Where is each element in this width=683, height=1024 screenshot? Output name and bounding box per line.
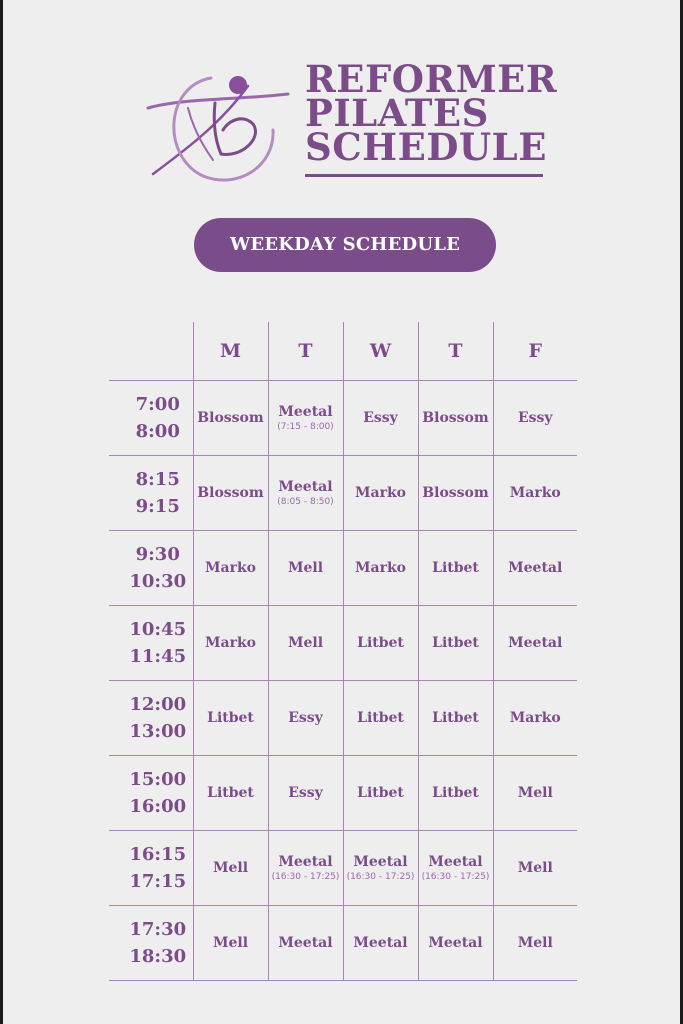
instructor-name: Litbet (207, 710, 254, 726)
class-cell (193, 531, 268, 606)
instructor-name: Mell (517, 860, 553, 876)
class-cell (418, 456, 493, 531)
time-end: 9:15 (135, 496, 180, 517)
instructor-name: Mell (212, 860, 249, 876)
instructor-name: Litbet (432, 635, 479, 651)
class-time-note: (16:30 - 17:25) (346, 872, 415, 882)
weekday-schedule-badge: WEEKDAY SCHEDULE (194, 218, 496, 272)
time-start: 8:15 (135, 469, 180, 490)
table-row (109, 606, 577, 681)
class-cell (268, 606, 343, 681)
instructor-name: Blossom (422, 485, 489, 501)
time-start: 7:00 (135, 394, 180, 415)
instructor-name: Essy (517, 410, 553, 426)
time-start: 17:30 (129, 919, 187, 940)
instructor-name: Essy (363, 410, 398, 426)
time-end: 11:45 (129, 646, 187, 667)
instructor-name: Meetal (278, 854, 333, 870)
instructor-name: Marko (205, 635, 256, 651)
class-cell (493, 531, 577, 606)
time-slot (109, 756, 193, 831)
class-cell (343, 456, 418, 531)
schedule-body (109, 381, 577, 981)
time-start: 12:00 (129, 694, 187, 715)
time-slot (109, 681, 193, 756)
time-slot (109, 906, 193, 981)
class-cell (493, 381, 577, 456)
title-block (305, 57, 558, 177)
day-header-wed: W (343, 322, 418, 381)
class-cell (193, 906, 268, 981)
title-line-2: PILATES (305, 91, 489, 135)
class-cell (193, 756, 268, 831)
class-cell (193, 681, 268, 756)
instructor-name: Meetal (278, 479, 333, 495)
table-row (109, 531, 577, 606)
instructor-name: Blossom (422, 410, 489, 426)
instructor-name: Meetal (428, 935, 483, 951)
class-cell (268, 906, 343, 981)
instructor-name: Litbet (357, 635, 404, 651)
table-row (109, 756, 577, 831)
time-slot (109, 831, 193, 906)
class-cell (418, 681, 493, 756)
time-start: 15:00 (129, 769, 187, 790)
corner-cell (109, 322, 193, 381)
instructor-name: Blossom (197, 410, 264, 426)
class-cell (418, 606, 493, 681)
instructor-name: Mell (517, 785, 553, 801)
class-cell (418, 906, 493, 981)
time-end: 16:00 (129, 796, 187, 817)
table-row (109, 906, 577, 981)
time-end: 17:15 (129, 871, 187, 892)
day-header-thu: T (418, 322, 493, 381)
table-row (109, 456, 577, 531)
time-end: 13:00 (129, 721, 187, 742)
instructor-name: Mell (287, 635, 324, 651)
time-slot (109, 606, 193, 681)
day-header-tue: T (268, 322, 343, 381)
instructor-name: Marko (205, 560, 256, 576)
instructor-name: Litbet (207, 785, 254, 801)
instructor-name: Marko (509, 710, 561, 726)
instructor-name: Marko (355, 560, 406, 576)
class-cell (193, 456, 268, 531)
class-cell (193, 381, 268, 456)
instructor-name: Litbet (357, 710, 404, 726)
class-cell (343, 531, 418, 606)
instructor-name: Mell (287, 560, 324, 576)
schedule-poster (3, 0, 680, 1024)
class-cell (268, 831, 343, 906)
title-line-1: REFORMER (305, 57, 558, 101)
time-slot (109, 531, 193, 606)
schedule-table (109, 322, 577, 981)
day-header-row (109, 322, 577, 381)
class-cell (493, 681, 577, 756)
class-cell (268, 531, 343, 606)
instructor-name: Meetal (508, 635, 563, 651)
instructor-name: Meetal (353, 935, 408, 951)
time-end: 18:30 (129, 946, 187, 967)
instructor-name: Litbet (432, 710, 479, 726)
table-row (109, 681, 577, 756)
class-time-note: (7:15 - 8:00) (277, 422, 334, 432)
class-cell (418, 531, 493, 606)
class-time-note: (16:30 - 17:25) (271, 872, 340, 882)
class-time-note: (16:30 - 17:25) (421, 872, 490, 882)
instructor-name: Mell (212, 935, 249, 951)
class-cell (268, 456, 343, 531)
time-end: 8:00 (135, 421, 180, 442)
time-slot (109, 381, 193, 456)
class-cell (193, 831, 268, 906)
class-cell (343, 381, 418, 456)
class-cell (343, 906, 418, 981)
class-cell (493, 831, 577, 906)
time-end: 10:30 (129, 571, 187, 592)
instructor-name: Essy (288, 785, 323, 801)
time-start: 10:45 (129, 619, 187, 640)
instructor-name: Meetal (278, 404, 333, 420)
instructor-name: Litbet (357, 785, 404, 801)
class-time-note: (8:05 - 8:50) (277, 497, 334, 507)
instructor-name: Essy (288, 710, 323, 726)
class-cell (493, 606, 577, 681)
time-start: 16:15 (129, 844, 187, 865)
class-cell (343, 756, 418, 831)
day-header-fri: F (493, 322, 577, 381)
title-underline (305, 174, 543, 177)
class-cell (343, 831, 418, 906)
class-cell (343, 681, 418, 756)
time-start: 9:30 (135, 544, 180, 565)
class-cell (343, 606, 418, 681)
class-cell (493, 906, 577, 981)
class-cell (193, 606, 268, 681)
class-cell (268, 681, 343, 756)
day-header-mon: M (193, 322, 268, 381)
instructor-name: Marko (509, 485, 561, 501)
class-cell (493, 456, 577, 531)
instructor-name: Marko (355, 485, 406, 501)
class-cell (418, 831, 493, 906)
instructor-name: Meetal (353, 854, 408, 870)
instructor-name: Litbet (432, 785, 479, 801)
title-line-3: SCHEDULE (305, 125, 547, 169)
class-cell (268, 756, 343, 831)
instructor-name: Meetal (278, 935, 333, 951)
class-cell (493, 756, 577, 831)
pilates-figure-logo-icon (143, 68, 293, 188)
instructor-name: Litbet (432, 560, 479, 576)
time-slot (109, 456, 193, 531)
instructor-name: Meetal (508, 560, 563, 576)
class-cell (268, 381, 343, 456)
instructor-name: Blossom (197, 485, 264, 501)
table-row (109, 381, 577, 456)
class-cell (418, 381, 493, 456)
class-cell (418, 756, 493, 831)
instructor-name: Mell (517, 935, 553, 951)
instructor-name: Meetal (428, 854, 483, 870)
table-row (109, 831, 577, 906)
